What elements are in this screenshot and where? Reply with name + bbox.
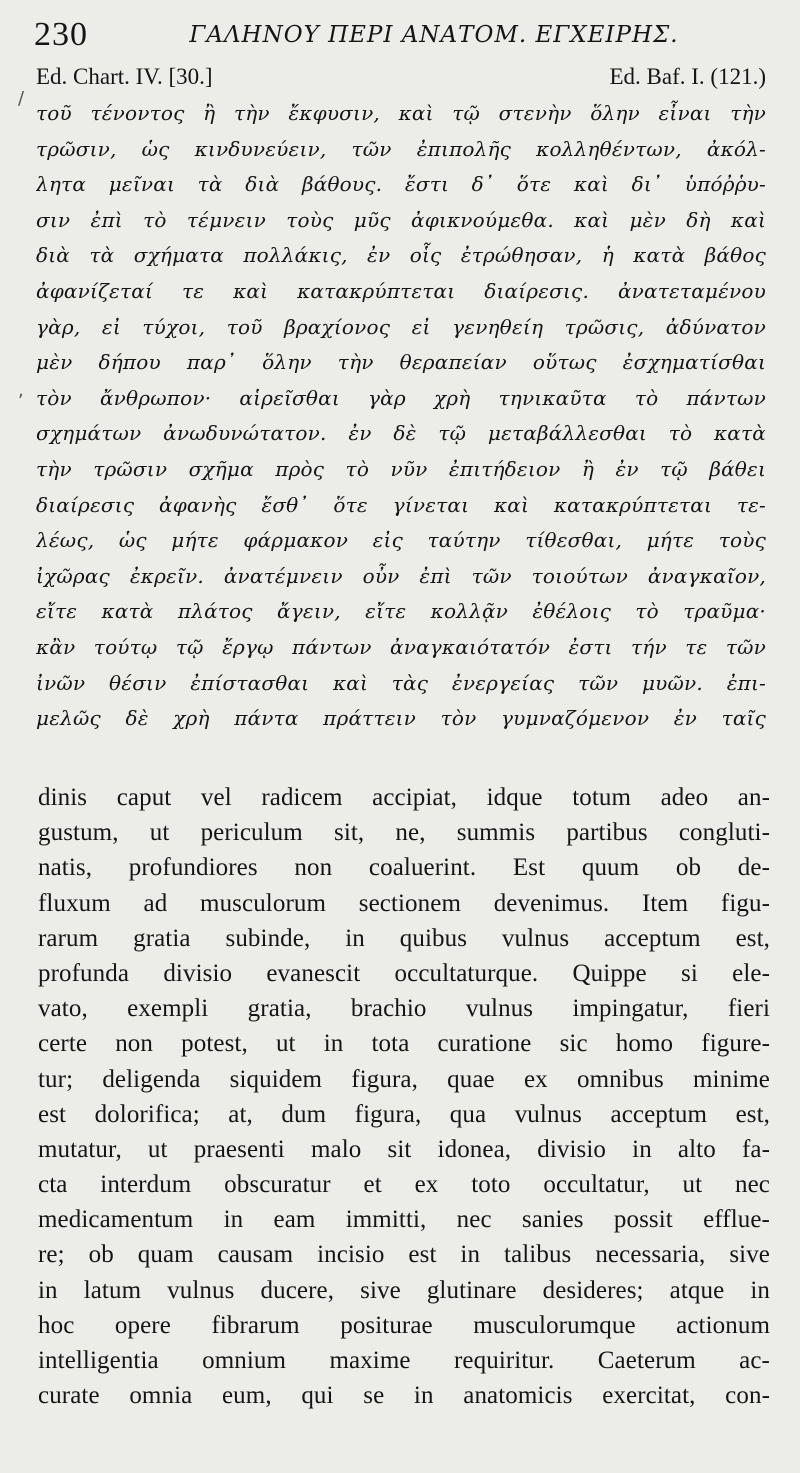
- greek-line: εἴτε κατὰ πλάτος ἄγειν, εἴτε κολλᾷν ἐθέλοις τὸ τραῦμα·: [36, 599, 766, 624]
- latin-line: gustum, ut periculum sit, ne, summis partibus congluti-: [38, 819, 770, 847]
- greek-line: λέως, ὡς μήτε φάρμακον εἰς ταύτην τίθεσθαι, μήτε τοὺς: [36, 528, 766, 553]
- latin-line: vato, exempli gratia, brachio vulnus impingatur, fieri: [38, 995, 770, 1023]
- page-header: [34, 12, 754, 54]
- latin-line: natis, profundiores non coaluerint. Est quum ob de-: [38, 854, 770, 882]
- edition-reference-line: [36, 64, 766, 92]
- greek-line: μὲν δήπου παρ᾽ ὅλην τὴν θεραπείαν οὕτως ἐσχηματίσθαι: [36, 350, 766, 375]
- greek-line: τὴν τρῶσιν σχῆμα πρὸς τὸ νῦν ἐπιτήδειον ἢ ἐν τῷ βάθει: [36, 456, 766, 481]
- latin-line: cta interdum obscuratur et ex toto occultatur, ut nec: [38, 1171, 770, 1199]
- greek-line: γὰρ, εἰ τύχοι, τοῦ βραχίονος εἰ γενηθείη τρῶσις, ἀδύνατον: [36, 314, 766, 339]
- greek-line: κἂν τούτῳ τῷ ἔργῳ πάντων ἀναγκαιότατόν ἐστι τήν τε τῶν: [36, 634, 766, 659]
- latin-text-block: [38, 780, 770, 1413]
- latin-line: tur; deligenda siquidem figura, quae ex omnibus minime: [38, 1065, 770, 1093]
- greek-text-block: [36, 96, 766, 737]
- latin-line: mutatur, ut praesenti malo sit idonea, divisio in alto fa-: [38, 1135, 770, 1163]
- latin-line: curate omnia eum, qui se in anatomicis exercitat, con-: [38, 1382, 770, 1410]
- edition-basel-reference: Ed. Baf. I. (121.): [609, 64, 766, 89]
- latin-line: dinis caput vel radicem accipiat, idque totum adeo an-: [38, 784, 770, 811]
- running-title: ΓΑΛΗΝΟΥ ΠΕΡΙ ΑΝΑΤΟΜ. ΕΓΧΕΙΡΗΣ.: [189, 22, 679, 48]
- page-number: 230: [34, 16, 88, 53]
- greek-line: τοῦ τένοντος ἢ τὴν ἔκφυσιν, καὶ τῷ στενὴν ὅλην εἶναι τὴν: [36, 101, 766, 125]
- latin-line: in latum vulnus ducere, sive glutinare desideres; atque in: [38, 1276, 770, 1304]
- greek-line: διὰ τὰ σχήματα πολλάκις, ἐν οἷς ἐτρώθησαν, ἡ κατὰ βάθος: [36, 243, 766, 268]
- greek-line: τὸν ἄνθρωπον· αἱρεῖσθαι γὰρ χρὴ τηνικαῦτα τὸ πάντων: [36, 385, 766, 410]
- margin-mark: /: [18, 88, 25, 109]
- greek-line: τρῶσιν, ὡς κινδυνεύειν, τῶν ἐπιπολῆς κολληθέντων, ἀκόλ-: [36, 136, 766, 161]
- greek-line: διαίρεσις ἀφανὴς ἔσθ᾽ ὅτε γίνεται καὶ κατακρύπτεται τε-: [36, 492, 766, 517]
- latin-line: re; ob quam causam incisio est in talibus necessaria, sive: [38, 1241, 770, 1269]
- greek-line: σιν ἐπὶ τὸ τέμνειν τοὺς μῦς ἀφικνούμεθα. καὶ μὲν δὴ καὶ: [36, 207, 766, 232]
- latin-line: hoc opere fibrarum positurae musculorumque actionum: [38, 1311, 770, 1339]
- latin-line: est dolorifica; at, dum figura, qua vulnus acceptum est,: [38, 1100, 770, 1128]
- greek-line: ἰνῶν θέσιν ἐπίστασθαι καὶ τὰς ἐνεργείας τῶν μυῶν. ἐπι-: [36, 670, 766, 695]
- latin-line: profunda divisio evanescit occultaturque. Quippe si ele-: [38, 959, 770, 987]
- latin-line: rarum gratia subinde, in quibus vulnus acceptum est,: [38, 924, 770, 952]
- greek-line: μελῶς δὲ χρὴ πάντα πράττειν τὸν γυμναζόμενον ἐν ταῖς: [36, 706, 766, 731]
- latin-line: certe non potest, ut in tota curatione sic homo figure-: [38, 1030, 770, 1058]
- edition-chart-reference: Ed. Chart. IV. [30.]: [36, 64, 213, 89]
- latin-line: medicamentum in eam immitti, nec sanies possit efflue-: [38, 1206, 770, 1234]
- greek-line: λητα μεῖναι τὰ διὰ βάθους. ἔστι δ᾽ ὅτε καὶ δι᾽ ὑπόῤῥυ-: [36, 172, 766, 197]
- latin-line: fluxum ad musculorum sectionem devenimus. Item figu-: [38, 889, 770, 917]
- greek-line: ἰχῶρας ἐκρεῖν. ἀνατέμνειν οὖν ἐπὶ τῶν τοιούτων ἀναγκαῖον,: [36, 563, 766, 588]
- margin-mark: ,: [18, 380, 24, 401]
- latin-line: intelligentia omnium maxime requiritur. Caeterum ac-: [38, 1347, 770, 1374]
- greek-line: ἀφανίζεταί τε καὶ κατακρύπτεται διαίρεσις. ἀνατεταμένου: [36, 278, 766, 303]
- greek-line: σχημάτων ἀνωδυνώτατον. ἐν δὲ τῷ μεταβάλλεσθαι τὸ κατὰ: [36, 421, 766, 446]
